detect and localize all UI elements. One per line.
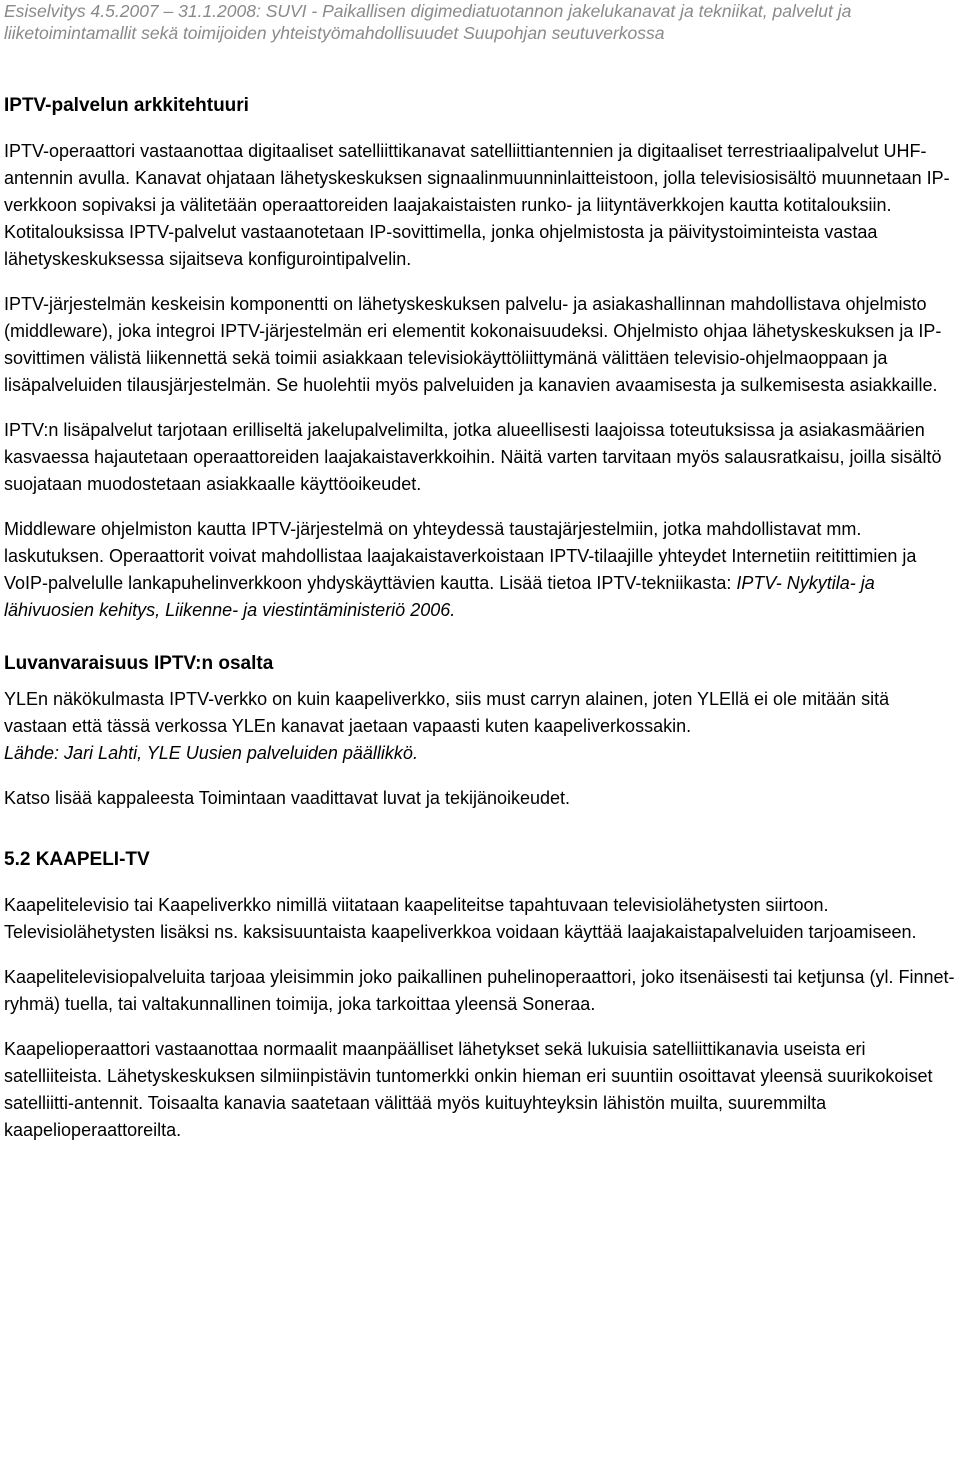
- running-header: [4, 0, 960, 44]
- running-header-line-1: Esiselvitys 4.5.2007 – 31.1.2008: SUVI - Paikallisen digimediatuotannon jakelukanavat ja tekniikat, palvelut ja: [4, 1, 852, 21]
- reference-citation: IPTV- Nykytila- ja lähivuosien kehitys, Liikenne- ja viestintäministeriö 2006.: [4, 573, 875, 620]
- source-text: Lähde: Jari Lahti, YLE Uusien palveluiden päällikkö.: [4, 743, 418, 763]
- paragraph-see-more: Katso lisää kappaleesta Toimintaan vaadittavat luvat ja tekijänoikeudet.: [4, 788, 571, 808]
- paragraph-iptv-operator: IPTV-operaattori vastaanottaa digitaaliset satelliittikanavat satelliittiantennien ja digitaaliset terrestriaalipalvelut UHF- antennin avulla. Kanavat ohjataan lähetyskeskuksen signaalinmuunninlaitteistoon, jolla televisiosisältö muunnetaan IP-verkkoon sopivaksi ja välitetään operaattoreiden laajakaistaisten runko- ja liityntäverkkojen kautta kotitalouksiin. Kotitalouksissa IPTV-palvelut vastaanotetaan IP-sovittimella, jonka ohjelmistosta ja päivitystoiminteista vastaa lähetyskeskuksessa sijaitseva konfigurointipalvelin.: [4, 141, 950, 269]
- paragraph-cable-definition: Kaapelitelevisio tai Kaapeliverkko nimillä viitataan kaapeliteitse tapahtuvaan televisiolähetysten siirtoon. Televisiolähetysten lisäksi ns. kaksisuuntaista kaapeliverkkoa voidaan käyttää laajakaistapalveluiden tarjoamiseen.: [4, 895, 917, 942]
- running-header-line-2: liiketoimintamallit sekä toimijoiden yhteistyömahdollisuudet Suupohjan seutuverkossa: [4, 23, 665, 43]
- section-heading-cable-tv: 5.2 KAAPELI-TV: [4, 849, 150, 870]
- section-heading-licensing: Luvanvaraisuus IPTV:n osalta: [4, 653, 274, 674]
- paragraph-backend-systems: [4, 516, 956, 624]
- source-attribution: [4, 740, 956, 767]
- paragraph-yle-view: YLEn näkökulmasta IPTV-verkko on kuin kaapeliverkko, siis must carryn alainen, joten YLEllä ei ole mitään sitä vastaan että tässä verkossa YLEn kanavat jaetaan vapaasti kuten kaapeliverkossakin.: [4, 689, 890, 736]
- paragraph-backend-text: Middleware ohjelmiston kautta IPTV-järjestelmä on yhteydessä taustajärjestelmiin, jotka mahdollistavat mm. laskutuksen. Operaattorit voivat mahdollistaa laajakaistaverkoistaan IPTV-tilaajille yhteydet Internetiin reitittimien ja VoIP-palvelulle lankapuhelinverkkoon yhdyskäyttävien kautta. Lisää tietoa IPTV-tekniikasta:: [4, 519, 917, 593]
- paragraph-cable-providers: Kaapelitelevisiopalveluita tarjoaa yleisimmin joko paikallinen puhelinoperaattori, joko itsenäisesti tai ketjunsa (yl. Finnet-ryhmä) tuella, tai valtakunnallinen toimija, joka tarkoittaa yleensä Soneraa.: [4, 967, 955, 1014]
- section-heading-iptv-architecture: IPTV-palvelun arkkitehtuuri: [4, 95, 249, 116]
- paragraph-additional-services: IPTV:n lisäpalvelut tarjotaan erilliseltä jakelupalvelimilta, jotka alueellisesti laajoissa toteutuksissa ja asiakasmäärien kasvaessa hajautetaan operaattoreiden laajakaistaverkkoihin. Näitä varten tarvitaan myös salausratkaisu, joilla sisältö suojataan muodostetaan asiakkaalle käyttöoikeudet.: [4, 420, 942, 494]
- paragraph-middleware: IPTV-järjestelmän keskeisin komponentti on lähetyskeskuksen palvelu- ja asiakashallinnan mahdollistava ohjelmisto (middleware), joka integroi IPTV-järjestelmän eri elementit kokonaisuudeksi. Ohjelmisto ohjaa lähetyskeskuksen ja IP-sovittimen välistä liikennettä sekä toimii asiakkaan televisiokäyttöliittymänä välittäen televisio-ohjelmaoppaan ja lisäpalveluiden tilausjärjestelmän. Se huolehtii myös palveluiden ja kanavien avaamisesta ja sulkemisesta asiakkaille.: [4, 294, 942, 395]
- paragraph-cable-operator: Kaapelioperaattori vastaanottaa normaalit maanpäälliset lähetykset sekä lukuisia satelliittikanavia useista eri satelliiteista. Lähetyskeskuksen silmiinpistävin tuntomerkki onkin hieman eri suuntiin osoittavat yleensä suurikokoiset satelliitti-antennit. Toisaalta kanavia saatetaan välittää myös kuituyhteyksin lähistön muilta, suuremmilta kaapelioperaattoreilta.: [4, 1039, 933, 1140]
- document-body: [4, 92, 956, 1144]
